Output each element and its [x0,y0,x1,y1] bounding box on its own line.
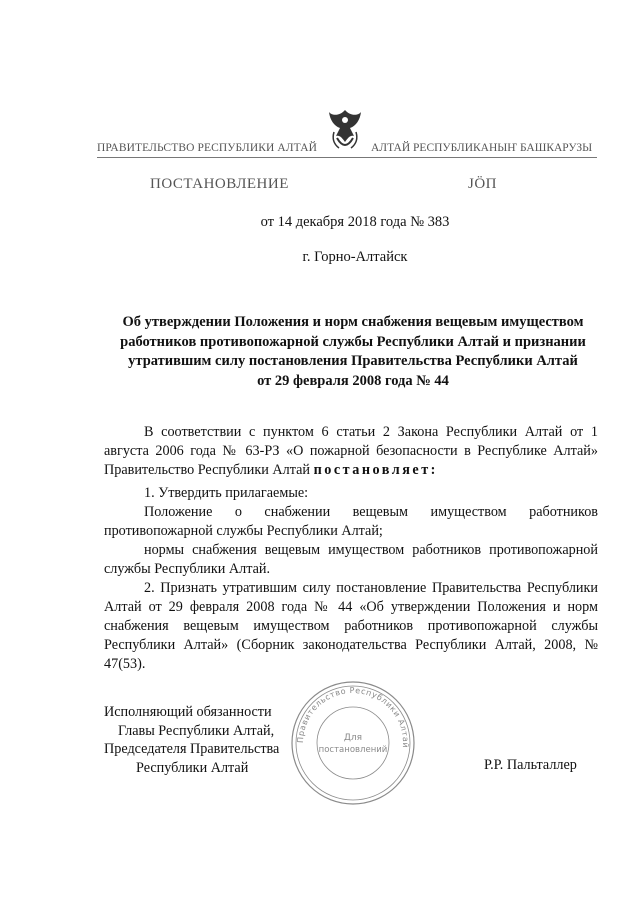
document-title [108,313,598,391]
decree-item: 2. Признать утратившим силу постановление Правительства Республики Алтай от 29 февраля 2008 года № 44 «Об утверждении Положения и норм снабжения вещевым имуществом работников противопожарной службы Республики Алтай» (Сборник законодательства Республики Алтай, 2008, № 47(53). [104,580,598,672]
title-line: Об утверждении Положения и норм снабжения вещевым имуществом [122,314,584,330]
decree-items [104,484,598,674]
stamp-inner-line: Для [343,733,363,743]
decree-item: нормы снабжения вещевым имуществом работников противопожарной службы Республики Алтай. [104,542,598,577]
title-line: утратившим силу постановления Правительства Республики Алтай [128,353,578,369]
decree-word: постановляет: [313,462,438,478]
coat-of-arms-icon [326,108,364,154]
preamble-paragraph [104,423,598,480]
decree-item: 1. Утвердить прилагаемые: [144,485,309,501]
document-type-ru: ПОСТАНОВЛЕНИЕ [150,176,289,192]
official-stamp [288,678,418,808]
signatory-title [104,703,279,777]
signatory-line: Республики Алтай [136,759,249,776]
signatory-line: Исполняющий обязанности [104,704,272,720]
decree-item: Положение о снабжении вещевым имуществом работников противопожарной службы Республики Алтай; [104,504,598,539]
letterhead [0,108,640,158]
stamp-inner-line: постановлений [318,745,388,755]
letterhead-right-text: АЛТАЙ РЕСПУБЛИКАНЫҤ БАШКАРУЗЫ [371,142,593,154]
signatory-line: Главы Республики Алтай, [118,722,275,739]
document-date-number: от 14 декабря 2018 года № 383 [260,214,450,230]
signatory-name: Р.Р. Пальталлер [484,757,577,773]
signatory-line: Председателя Правительства [104,741,280,757]
title-line: работников противопожарной службы Республики Алтай и признании [120,333,586,350]
stamp-outer-text: Правительство Республики Алтай [295,685,411,749]
letterhead-left-text: ПРАВИТЕЛЬСТВО РЕСПУБЛИКИ АЛТАЙ [97,142,318,154]
preamble-text: В соответствии с пунктом 6 статьи 2 Закона Республики Алтай от 1 августа 2006 года № 63-РЗ «О пожарной безопасности в Республике Алтай» Правительство Республики Алтай [104,424,598,478]
title-line: от 29 февраля 2008 года № 44 [257,372,449,389]
document-city: г. Горно-Алтайск [302,249,408,265]
letterhead-divider [97,157,597,158]
document-type-alt: ЈÖП [468,176,498,192]
